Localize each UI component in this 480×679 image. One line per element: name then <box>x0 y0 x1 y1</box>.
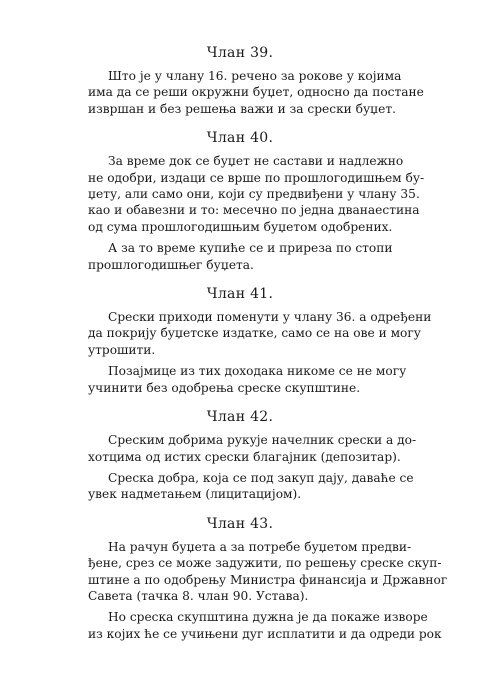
text-line: ђене, срез се може задужити, по решењу среске скуп- <box>88 556 442 571</box>
article-paragraph <box>88 539 448 605</box>
article-paragraph <box>88 363 407 396</box>
article-heading: Члан 40. <box>206 130 274 147</box>
article-paragraph <box>88 309 432 358</box>
text-line: не одобри, издаци се врше по прошлогодишњем бу- <box>88 170 425 185</box>
article-paragraph <box>88 153 425 235</box>
article-paragraph <box>88 609 442 642</box>
article-40 <box>88 129 425 273</box>
article-41 <box>88 285 432 396</box>
text-line: као и обавезни и то: месечно по једна дванаестина <box>88 203 420 218</box>
text-line: Среска добра, која се под закуп дају, даваће се <box>108 470 414 485</box>
article-paragraph <box>88 432 417 465</box>
article-heading: Члан 43. <box>206 515 274 532</box>
text-line: Савета (тачка 8. члан 90. Устава). <box>88 588 309 603</box>
text-line: џету, али само они, који су предвиђени у члану 35. <box>88 187 420 202</box>
text-line: Што је у члану 16. речено за рокове у којима <box>108 69 402 83</box>
article-paragraph <box>88 470 414 503</box>
text-line: утрошити. <box>88 342 156 357</box>
text-line: На рачун буџета а за потребе буџетом предви- <box>108 539 412 554</box>
text-line: има да се реши окружни буџет, односно да постане <box>88 85 424 100</box>
document-page <box>88 44 448 647</box>
article-39 <box>88 44 424 117</box>
text-line: да покрију буџетске издатке, само се на ове и могу <box>88 326 421 341</box>
article-paragraph <box>88 240 392 273</box>
text-line: из којих ће се учињени дуг исплатити и да одреди рок <box>88 626 442 641</box>
text-line: Срески приходи поменути у члану 36. а одређени <box>108 310 432 325</box>
text-line: А за то време купиће се и приреза по стопи <box>108 241 393 256</box>
article-heading: Члан 39. <box>206 45 274 61</box>
article-42 <box>88 408 417 503</box>
text-line: увек надметањем (лицитацијом). <box>88 487 302 502</box>
article-heading: Члан 42. <box>206 409 274 426</box>
article-heading: Члан 41. <box>206 286 274 303</box>
text-line: извршан и без решења важи и за срески буџет. <box>88 101 397 116</box>
text-line: учинити без одобрења среске скупштине. <box>88 380 361 395</box>
text-line: прошлогодишњег буџета. <box>88 257 254 272</box>
text-line: хотцима од истих срески благајник (депозитар). <box>88 449 401 464</box>
text-line: Но среска скупштина дужна је да покаже изворе <box>108 610 428 625</box>
text-line: Среским добрима рукује начелник срески а до- <box>108 433 417 448</box>
text-line: За време док се буџет не састави и надлежно <box>108 154 404 169</box>
article-43 <box>88 515 448 642</box>
text-line: од сума прошлогодишњим буџетом одобрених. <box>88 219 393 234</box>
article-paragraph <box>88 68 424 117</box>
text-line: штине а по одобрењу Министра финансија и Државног <box>88 572 448 587</box>
text-line: Позајмице из тих доходака никоме се не могу <box>108 364 407 379</box>
